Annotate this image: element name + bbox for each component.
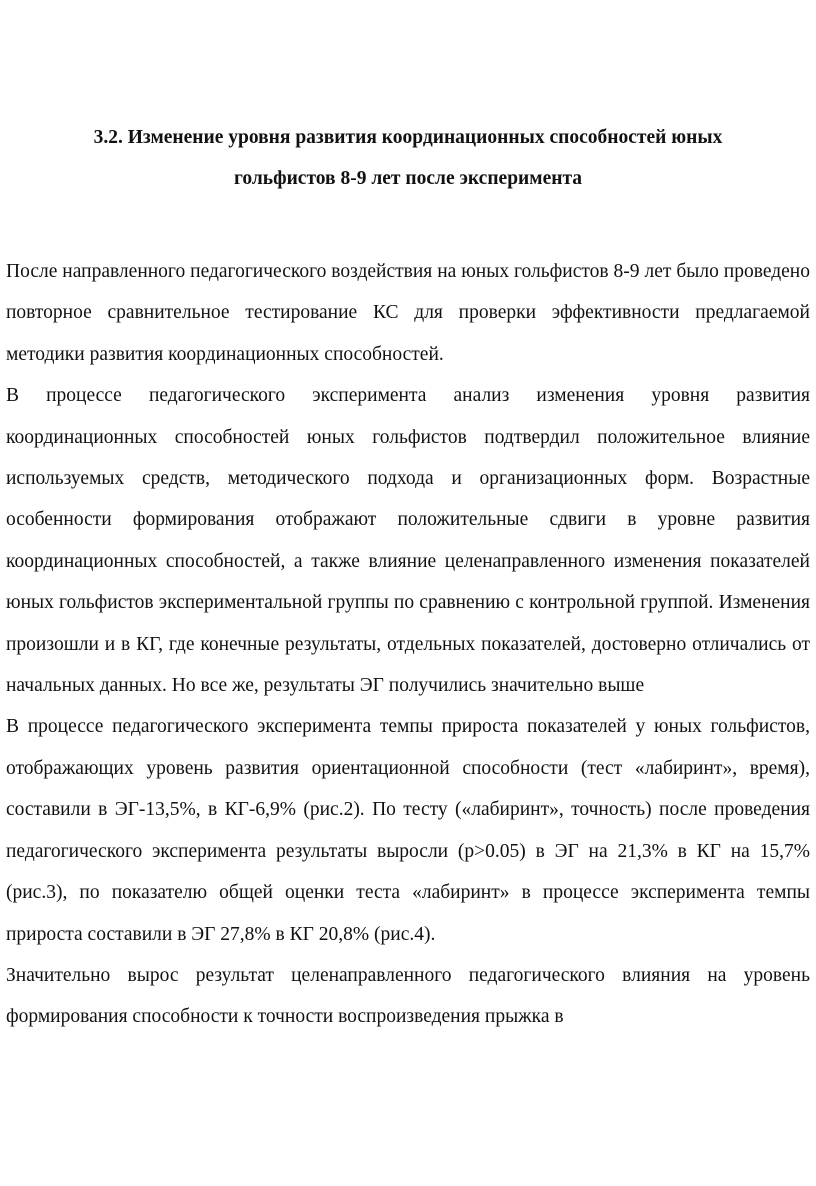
paragraph-3: В процессе педагогического эксперимента темпы прироста показателей у юных гольфистов, отображающих уровень развития ориентационной способности (тест «лабиринт», время), составили в ЭГ-13,5%, в КГ-6,9% (рис.2). По тесту («лабиринт», точность) после проведения педагогического эксперимента результаты выросли (p>0.05) в ЭГ на 21,3% в КГ на 15,7% (рис.3), по показателю общей оценки теста «лабиринт» в процессе эксперимента темпы прироста составили в ЭГ 27,8% в КГ 20,8% (рис.4). bbox=[6, 716, 810, 945]
paragraph-2: В процессе педагогического эксперимента анализ изменения уровня развития координационных способностей юных гольфистов подтвердил положительное влияние используемых средств, методического подхода и организационных форм. Возрастные особенности формирования отображают положительные сдвиги в уровне развития координационных способностей, а также влияние целенаправленного изменения показателей юных гольфистов экспериментальной группы по сравнению с контрольной группой. Изменения произошли и в КГ, где конечные результаты, отдельных показателей, достоверно отличались от начальных данных. Но все же, результаты ЭГ получились значительно выше bbox=[6, 385, 810, 697]
paragraph-4: Значительно вырос результат целенаправленного педагогического влияния на уровень формирования способности к точности воспроизведения прыжка в bbox=[6, 964, 810, 1028]
section-title-line-1: 3.2. Изменение уровня развития координационных способностей юных bbox=[93, 127, 723, 148]
section-title bbox=[6, 0, 810, 199]
section-title-line-2: гольфистов 8-9 лет после эксперимента bbox=[233, 168, 583, 189]
paragraph-1: После направленного педагогического воздействия на юных гольфистов 8-9 лет было проведено повторное сравнительное тестирование КС для проверки эффективности предлагаемой методики развития координационных способностей. bbox=[6, 261, 810, 365]
body-text bbox=[6, 251, 810, 1038]
